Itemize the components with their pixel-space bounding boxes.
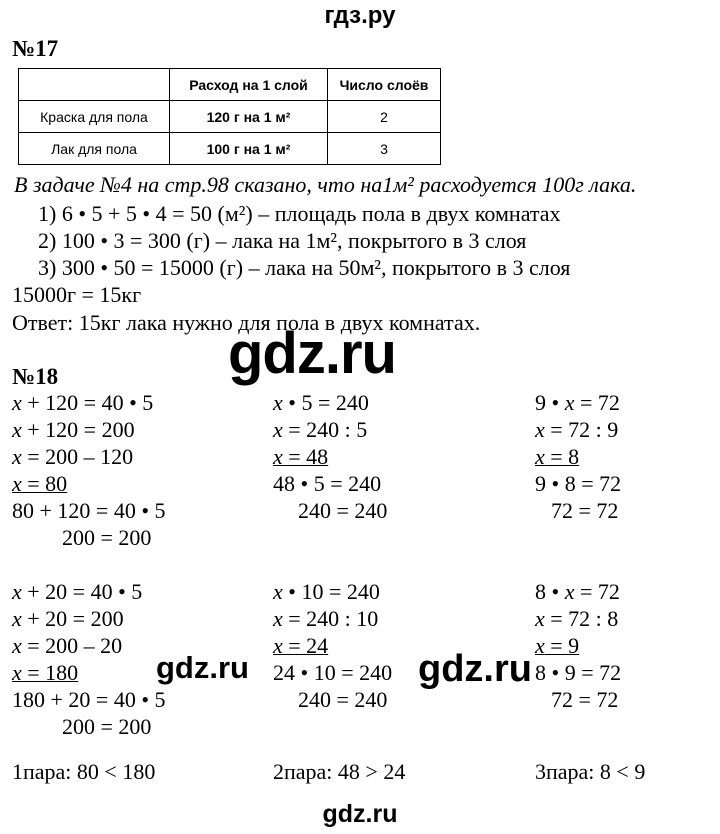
equation-line: x = 200 – 20 — [12, 633, 123, 658]
table-cell-material: Лак для пола — [19, 133, 170, 165]
table-header-empty — [19, 69, 170, 101]
equation-check: 48 • 5 = 240 — [273, 471, 382, 496]
task-17-step-3: 3) 300 • 50 = 15000 (г) – лака на 50м², покрытого в 3 слоя — [38, 255, 571, 280]
equation-root: x = 48 — [273, 444, 329, 469]
equation-root: x = 9 — [535, 633, 580, 658]
equation-line: 8 • x = 72 — [535, 579, 620, 604]
pair-comparison-2: 2пара: 48 > 24 — [273, 759, 406, 784]
equation-line: x = 72 : 9 — [535, 417, 619, 442]
watermark-small: gdz.ru — [156, 650, 249, 685]
header-site-name: гдз.ру — [324, 2, 396, 29]
table-header-row — [19, 69, 441, 101]
equation-check: 8 • 9 = 72 — [535, 660, 622, 685]
equation-check: 200 = 200 — [62, 525, 152, 550]
equation-root: x = 8 — [535, 444, 580, 469]
table-cell-consumption: 120 г на 1 м² — [170, 101, 328, 133]
table-row — [19, 133, 441, 165]
table-cell-layers: 3 — [328, 133, 441, 165]
equation-check: 72 = 72 — [551, 687, 619, 712]
equation-check: 240 = 240 — [298, 687, 388, 712]
pair-comparison-1: 1пара: 80 < 180 — [12, 759, 156, 784]
equation-check: 240 = 240 — [298, 498, 388, 523]
equation-line: 9 • x = 72 — [535, 390, 620, 415]
watermark-large: gdz.ru — [228, 321, 396, 386]
equation-check: 200 = 200 — [62, 714, 152, 739]
task-17-note: В задаче №4 на стр.98 сказано, что на1м² расходуется 100г лака. — [14, 172, 637, 197]
task-17-step-2: 2) 100 • 3 = 300 (г) – лака на 1м², покрытого в 3 слоя — [38, 228, 527, 253]
equation-line: x • 5 = 240 — [273, 390, 369, 415]
table-row — [19, 101, 441, 133]
equation-line: x + 20 = 200 — [12, 606, 124, 631]
equation-check: 9 • 8 = 72 — [535, 471, 622, 496]
footer-site-name: gdz.ru — [322, 800, 398, 828]
equation-check: 24 • 10 = 240 — [273, 660, 393, 685]
table-cell-material: Краска для пола — [19, 101, 170, 133]
equation-line: x = 72 : 8 — [535, 606, 619, 631]
equation-root: x = 24 — [273, 633, 329, 658]
task-17-step-1: 1) 6 • 5 + 5 • 4 = 50 (м²) – площадь пола в двух комнатах — [38, 201, 561, 226]
watermark-medium: gdz.ru — [418, 648, 532, 690]
table-cell-consumption: 100 г на 1 м² — [170, 133, 328, 165]
equation-line: x • 10 = 240 — [273, 579, 380, 604]
equation-line: x + 120 = 40 • 5 — [12, 390, 154, 415]
equation-check: 72 = 72 — [551, 498, 619, 523]
pair-comparison-3: 3пара: 8 < 9 — [535, 759, 646, 784]
table-cell-layers: 2 — [328, 101, 441, 133]
equation-check: 180 + 20 = 40 • 5 — [12, 687, 166, 712]
equation-root: x = 180 — [12, 660, 79, 685]
equation-check: 80 + 120 = 40 • 5 — [12, 498, 166, 523]
task-17-answer: Ответ: 15кг лака нужно для пола в двух комнатах. — [12, 310, 481, 335]
task-17-conversion: 15000г = 15кг — [12, 282, 142, 307]
table-header-consumption: Расход на 1 слой — [170, 69, 328, 101]
equation-line: x = 240 : 5 — [273, 417, 368, 442]
equation-root: x = 80 — [12, 471, 68, 496]
task-18-number: №18 — [12, 364, 59, 389]
equation-line: x = 240 : 10 — [273, 606, 379, 631]
consumption-table — [18, 68, 441, 165]
table-header-layers: Число слоёв — [328, 69, 441, 101]
equation-line: x + 20 = 40 • 5 — [12, 579, 143, 604]
equation-line: x = 200 – 120 — [12, 444, 134, 469]
equation-line: x + 120 = 200 — [12, 417, 135, 442]
task-17-number: №17 — [12, 36, 59, 61]
